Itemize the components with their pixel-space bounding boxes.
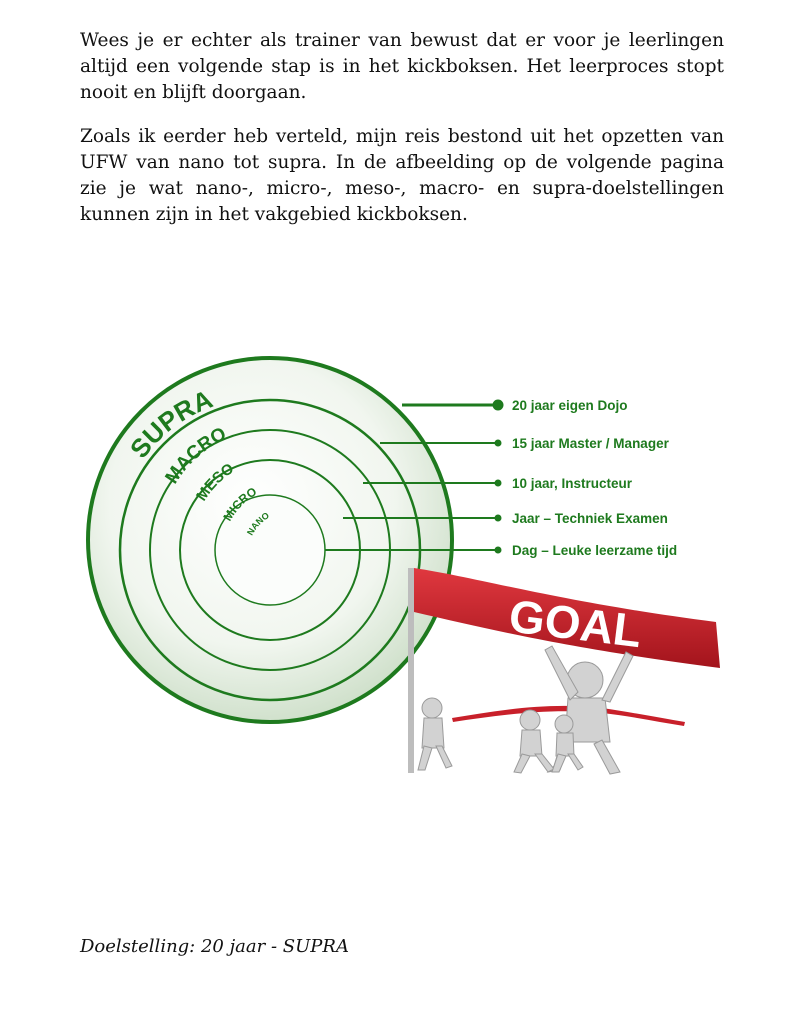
goals-figure — [80, 350, 740, 780]
leader-dot-macro — [495, 440, 501, 446]
leader-dot-micro — [495, 515, 501, 521]
goal-micro: Jaar – Techniek Examen — [512, 511, 668, 526]
micro-label: MICRO — [220, 484, 260, 524]
body-paragraph-1: Wees je er echter als trainer van bewust dat er voor je leerlingen altijd een volgende stap is in het kickboksen. Het leerproces stopt nooit en blijft doorgaan. — [80, 30, 724, 103]
runner-middle — [514, 710, 554, 773]
leader-dot-supra — [493, 400, 503, 410]
supra-label: SUPRA — [123, 383, 217, 464]
leader-dot-meso — [495, 480, 501, 486]
flag-pole — [408, 568, 414, 773]
leader-dot-nano — [495, 547, 501, 553]
runner-left — [418, 698, 452, 770]
goal-macro: 15 jaar Master / Manager — [512, 436, 669, 451]
body-paragraph-2: Zoals ik eerder heb verteld, mijn reis bestond uit het opzetten van UFW van nano tot supra. In de afbeelding op de volgende pagina zie je wat nano-, micro-, meso-, macro- en supra-doelstellingen kunnen zijn in het vakgebied kickboksen. — [80, 126, 724, 225]
goals-diagram — [80, 350, 740, 780]
goal-meso: 10 jaar, Instructeur — [512, 476, 633, 491]
macro-label: MACRO — [161, 423, 230, 488]
goal-supra: 20 jaar eigen Dojo — [512, 398, 628, 413]
figure-caption: Doelstelling: 20 jaar - SUPRA — [80, 936, 349, 957]
banner-text: GOAL — [506, 589, 645, 658]
nano-label: NANO — [244, 510, 271, 537]
meso-label: MESO — [193, 460, 238, 505]
goal-nano: Dag – Leuke leerzame tijd — [512, 543, 678, 558]
